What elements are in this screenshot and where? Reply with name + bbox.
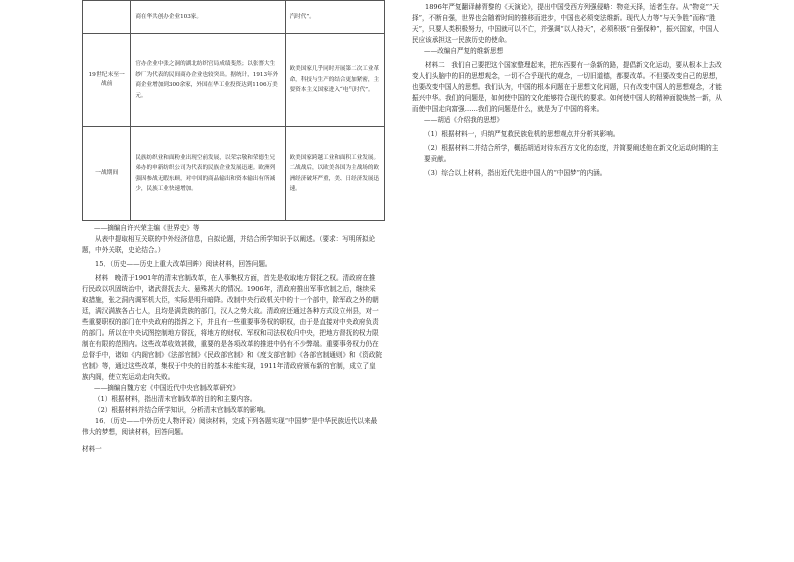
right-column (412, 2, 722, 179)
source-citation: ——摘编自魏方宏《中国近代中央官制改革研究》 (94, 384, 240, 392)
question-16-heading: 16．（历史——中外历史人物评说）阅读材料，完成下列各题实现“中国梦”是中华民族近代以来最伟大的梦想，阅读材料，回答问题。 (82, 417, 378, 436)
question-15-2: （2）根据材料并结合所学知识，分析清末官制改革的影响。 (94, 406, 270, 414)
material-2-text: 材料二 我们自己要把这个国家整理起来，把东西要有一条新的路，提倡新文化运动，要从根本上去改变人们头脑中的旧的思想观念，一切不合乎现代的观念，一切旧道德，都要改革。不但要改变自己的思想，也要改变中国人的思想。我们认为，中国的根本问题在于思想文化问题，只有改变中国人的思想观念，才能振兴中华。我们的问题是，如何使中国的文化能够符合现代的要求。如何使中国人的精神面貌焕然一新，从而使中国走向富强……我们的问题是什么，就是为了中国的将来。 (412, 61, 722, 113)
table-cell-world: 欧美国家跨越工业和面积工业发展。二战战后，以欧美各国为主战场的欧洲经济破坏严重，美、日经济发展迅速。 (285, 127, 384, 221)
question-16-2: （2）根据材料二并结合所学，概括胡适对待东西方文化的态度，并简要阐述他在新文化运动时期的主要贡献。 (424, 144, 719, 163)
table-cell-world: 欧美国家几乎同时开展第二次工业革命，科技与生产的结合更加紧密，主要资本主义国家进入“电气时代”。 (285, 34, 384, 127)
material-15: 材料 晚清于1901年的清末官制改革，在人事集权方面，首先是收取地方督抚之权。清政府在推行民政以巩固统治中，诸武督抚去大、悬殊甚大的情况。1906年，清政府推出军事官制之后，继续采取措施，张之洞内调军机大臣，实际是明升暗降。改制中央行政机关中的十一个部中，除军政之外的朝廷，满汉满族各占七人，且均是满贵族的部门，汉人之势大故。清政府还通过各种方式设立州县，对一些重要职权的部门在中央政府的指挥之下，并且有一些重要事务权的职权，由于是直接对中央政府负责的部门。所以在中央试图控制地方督抚，将地方的财权、军权和司法权收归中央，把地方督抚的权力限制在有限的范围内。这些改革收效甚微，重要的是各项改革的推进中仍有不少弊端。重要事务权力仍在总督手中，诸如《内阁官制》《法部官制》《民政部官制》和《度支部官制》《各部官制通则》和《资政院官制》等，通过这些改革，集权于中央的目的基本未能实现，1911年清政府颁布新的官制，成立了皇族内阁，使立宪运动走向失败。 (82, 274, 383, 381)
material-1-text: 1896年严复翻译赫胥黎的《天演论》，提出中国受西方列强侵略：物竞天择，适者生存。从“物竞”“天择”，不断自强，世界也会随着时间的推移而进步，中国也必须变法维新。现代人力等“与天争胜”而称“胜天”，只要人类积极努力，中国就可以不亡，并强调“以人持天”，必须积极“自强保种”，振兴国家，中国人民应该承担这一民族历史的使命。 (412, 3, 719, 44)
question-16-1: （1）根据材料一，归纳严复救民族危机的思想观点并分析其影响。 (424, 130, 620, 138)
table-cell-china: 民族纺织业和面粉业出现空前发展，以荣宗敬和荣德生兄弟办的申新纺织公司为代表的民族企业发展迅速。欧洲列强因参战无暇东顾，对中国的商品输出和资本输出有所减少，民族工业快速增加。 (131, 127, 285, 221)
material-1-label: 材料一 (82, 445, 102, 453)
left-column (82, 0, 382, 455)
table-cell-period (83, 1, 131, 34)
table-cell-world: 汽时代”。 (285, 1, 384, 34)
table-row (83, 34, 385, 127)
question-15-heading: 15．（历史——历史上重大改革回眸）阅读材料，回答问题。 (95, 260, 272, 268)
question-16-3: （3）综合以上材料，指出近代先进中国人的“中国梦”的内涵。 (424, 169, 607, 177)
table-cell-period: 19世纪末至一战前 (83, 34, 131, 127)
source-citation: ——改编自严复的维新思想 (424, 47, 504, 55)
table-cell-period: 一战期间 (83, 127, 131, 221)
source-citation: ——胡适《介绍我的思想》 (424, 116, 504, 124)
table-row (83, 127, 385, 221)
table-row (83, 1, 385, 34)
source-citation: ——摘编自许兴荣主编《世界史》等 (94, 224, 200, 232)
history-table (82, 0, 385, 221)
question-prompt: 从表中提取相互关联的中外经济信息，自拟论题，并结合所学知识予以阐述。（要求：写明所拟论题，中外关联，史论结合。） (82, 235, 376, 254)
table-cell-china: 商在华共创办企业103家。 (131, 1, 285, 34)
question-15-1: （1）根据材料，指出清末官制改革的目的和主要内容。 (94, 395, 257, 403)
table-cell-china: 官办企业中张之洞的湖北纺织官局成绩斐然；以张謇大生纱厂为代表的民间商办企业也较突出。据统计，1913年外商企业增加到300余家，外国在华工业投资达到1106万美元。 (131, 34, 285, 127)
